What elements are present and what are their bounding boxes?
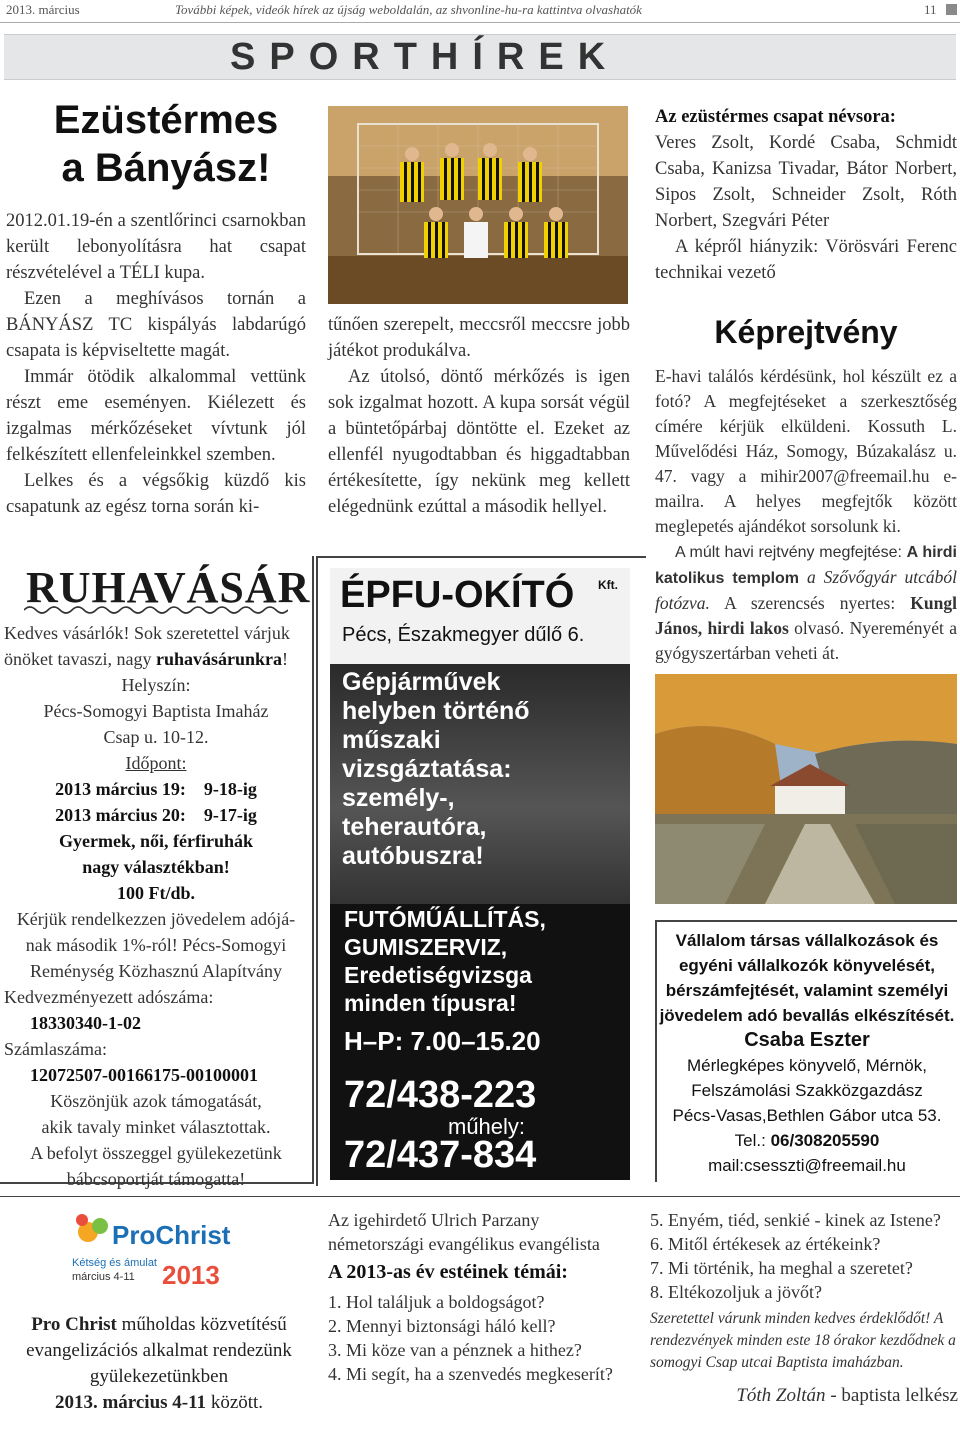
header-rule [0,22,960,23]
events-intro: Az igehirdető Ulrich Parzany németországi evangélikus evangélista [328,1210,600,1254]
puzzle-photo [655,674,957,904]
roster-names: Veres Zsolt, Kordé Csaba, Schmidt Csaba, Kanizsa Tivadar, Bátor Norbert, Sipos Zsolt, Schneider Zsolt, Róth Norbert, Szegvári Péter [655,133,957,231]
ad-hours: H–P: 7.00–15.20 [344,1026,541,1056]
roster-block [655,104,957,286]
article-paragraph: Lelkes és a végsőkig küzdő kis csapatunk az egész torna során ki- [6,471,306,517]
accounting-line: bérszámfejtését, valamint személyi [665,981,949,1000]
article-body [6,208,306,520]
tax-text: nak második 1%-ról! Pécs-Somogyi [25,935,287,955]
prochrist-logo-date: március 4-11 [72,1271,135,1283]
ad-line: Gépjárművek [342,668,501,696]
accounting-phone-row [657,1128,957,1153]
tax-text: Reménység Közhasznú Alapítvány [30,961,282,981]
accounting-phone: 06/308205590 [770,1131,880,1150]
prochrist-name: Pro Christ [31,1314,117,1335]
ad-phone: 72/437-834 [344,1134,537,1176]
prochrist-logo-sub: Kétség és ámulat [72,1257,157,1269]
page-number: 11 [924,2,937,17]
roster-title: Az ezüstérmes csapat névsora: [655,107,896,127]
events-note: Szeretettel várunk minden kedves érdeklődőt! A rendezvények minden este 18 órakor kezdődnek a somogyi Csap utcai Baptista imaházban. [650,1310,956,1371]
prochrist-dates: 2013. március 4-11 [54,1392,207,1413]
ad-line: FUTÓMŰÁLLÍTÁS, [344,906,546,932]
accounting-line: Mérlegképes könyvelő, Mérnök, [686,1056,927,1075]
ad-line: vizsgáztatása: [342,755,512,783]
thanks-text: akik tavaly minket választottak. [41,1117,271,1137]
puzzle-text: E-havi találós kérdésünk, hol készült ez a fotó? A megfejtéseket a szerkesztőség címére kérjük elküldeni. Kossuth L. Művelődési Ház, Somogy, Búzakalász u. 47. vagy a mihir2007@freemail.hu e-mailra. A helyes megfejtők között meglepetés ajándékot sorsolunk ki. [655,366,957,536]
ad-brand: ÉPFU-OKÍTÓ [340,574,575,616]
prochrist-line [4,1390,314,1416]
signature [650,1384,958,1408]
puzzle-winner: Kungl János, hirdi lakos [655,593,957,638]
puzzle-previous [655,539,957,666]
thanks-text: Köszönjük azok támogatását, [50,1091,262,1111]
accounting-line: Vállalom társas vállalkozások és [675,931,939,950]
sale-place: Pécs-Somogyi Baptista Imaház [43,701,269,721]
sale-date: 2013 március 19: 9-18-ig [55,779,257,799]
event-item: 7. Mi történik, ha meghal a szeretet? [650,1258,913,1278]
article-paragraph: Az útolsó, döntő mérkőzés is igen sok izgalmat hozott. A kupa sorsát végül a büntetőpárbaj döntötte el. Ezeket az ellenfél nyugodtabban és higgadtabban értékesítette, így nekünk meg kellett elégednünk ezúttal a második hellyel. [328,367,630,517]
article-paragraph: Immár ötödik alkalommal vettünk részt eme eseményen. Kiélezett és izgalmas mérkőzéseket vívtunk jól felkészített ellenfeleinkkel szemben. [6,367,306,465]
event-item: 2. Mennyi biztonsági háló kell? [328,1316,556,1336]
taxid: 18330340-1-02 [30,1013,141,1033]
puzzle-prev-label: A múlt havi rejtvény megfejtése: [675,544,907,561]
sale-greeting-end: ! [282,649,288,669]
account-number: 12072507-00166175-00100001 [30,1065,258,1085]
roster-missing: A képről hiányzik: Vörösvári Ferenc technikai vezető [655,237,957,283]
sale-greeting-text: Kedves vásárlók! Sok szeretettel várjuk önöket tavaszi, nagy [4,623,290,669]
prochrist-logo-text: ProChrist [112,1220,231,1250]
sale-greeting-bold: ruhavásárunkra [155,649,282,669]
accounting-line: jövedelem adó bevallás elkészítését. [659,1006,955,1025]
article-paragraph: 2012.01.19-én a szentlőrinci csarnokban került lebonyolításra hat csapat részvételével a TÉLI kupa. [6,211,306,283]
event-item: 8. Eltékozoljuk a jövőt? [650,1282,822,1302]
tax-text: Kérjük rendelkezzen jövedelem adójá- [16,909,296,929]
ad-line: autóbuszra! [342,842,484,870]
header-note: További képek, videók hírek az újság weboldalán, az shvonline-hu-ra kattintva olvashatók [175,2,642,17]
sale-title: RUHAVÁSÁR [26,563,311,612]
account-label: Számlaszáma: [4,1039,107,1059]
ad-address: Pécs, Északmegyer dűlő 6. [342,624,585,646]
prochrist-line: gyülekezetünkben [89,1366,229,1387]
inspection-ad [330,568,630,1180]
prochrist-line-text: műholdas közvetítésű [116,1314,287,1335]
events-heading: A 2013-as év estéinek témái: [328,1261,568,1283]
taxid-label: Kedvezményezett adószáma: [4,987,214,1007]
article-continuation [328,312,630,520]
prochrist-line: evangelizációs alkalmat rendezünk [26,1340,292,1361]
event-item: 6. Mitől értékesek az értékeink? [650,1234,881,1254]
team-photo [328,106,628,304]
article-title-line1: Ezüstérmes [53,98,279,142]
event-item: 5. Enyém, tiéd, senkié - kinek az Istene? [650,1210,941,1230]
ad-line: minden típusra! [344,990,517,1016]
sale-price: 100 Ft/db. [116,883,195,903]
ad-workshop-label: műhely: [448,1114,526,1139]
event-item: 1. Hol találjuk a boldogságot? [328,1292,545,1312]
section-title: SPORTHÍREK [230,36,620,78]
ad-line: Eredetiségvizsga [344,962,532,988]
puzzle-prev-detail: a Szővőgyár utcából fotózva. [655,567,957,613]
puzzle-winner-note: olvasó. Nyereményét a gyógyszertárban veheti át. [655,618,957,663]
ad-line: műszaki [342,726,441,754]
ad-line: teherautóra, [342,813,487,841]
events-block-continued [650,1208,958,1408]
events-block [328,1208,638,1386]
sale-address: Csap u. 10-12. [103,727,209,747]
bottom-rule [0,1196,960,1197]
prochrist-logo [66,1204,232,1304]
event-item: 4. Mi segít, ha a szenvedés megkeserít? [328,1364,613,1384]
ad-line: személy-, [342,784,455,812]
signature-name: Tóth Zoltán [736,1385,826,1406]
sale-greeting [4,620,308,672]
article-title [36,96,296,192]
sale-items: nagy választékban! [82,857,230,877]
ad-brand-suffix: Kft. [598,578,618,592]
sale-items: Gyermek, női, férfiruhák [59,831,253,851]
signature-role: - baptista lelkész [825,1385,958,1406]
accounting-name: Csaba Eszter [744,1029,870,1051]
prochrist-line-text: között. [206,1392,264,1413]
puzzle-title: Képrejtvény [714,314,898,350]
issue-date: 2013. március [6,2,80,17]
article-paragraph: Ezen a meghívásos tornán a BÁNYÁSZ TC kispályás labdarúgó csapata is képviseltette magát. [6,289,306,361]
accounting-mail: mail:csesszti@freemail.hu [708,1156,906,1175]
sale-place-label: Helyszín: [121,675,191,695]
accounting-line: Pécs-Vasas,Bethlen Gábor utca 53. [672,1106,942,1125]
article-title-line2: a Bányász! [61,146,271,190]
puzzle-body [655,364,957,666]
prochrist-text [4,1312,314,1416]
accounting-phone-label: Tel.: [734,1131,771,1150]
ad-phone: 72/438-223 [344,1074,537,1116]
ad-line: helyben történő [342,697,530,725]
sale-title-underline [24,604,288,616]
puzzle-prev-answer: A hirdi katolikus templom [655,544,957,587]
sale-date: 2013 március 20: 9-17-ig [55,805,257,825]
thanks-text: A befolyt összeggel gyülekezetünk [30,1143,282,1163]
thanks-text: bábcsoportját támogatta! [66,1169,246,1189]
page-marker [946,4,957,15]
puzzle-winner-label: A szerencsés nyertes: [709,593,911,613]
prochrist-logo-year: 2013 [162,1260,220,1290]
article-paragraph: tűnően szerepelt, meccsről meccsre jobb játékot produkálva. [328,315,630,361]
sale-body [4,620,308,1192]
sale-time-label: Időpont: [125,753,187,773]
accounting-ad [655,920,957,1182]
ad-line: GUMISZERVIZ, [344,934,508,960]
accounting-line: Felszámolási Szakközgazdász [691,1081,923,1100]
prochrist-line [4,1312,314,1338]
event-item: 3. Mi köze van a pénznek a hithez? [328,1340,582,1360]
accounting-line: egyéni vállalkozók könyvelését, [678,956,936,975]
